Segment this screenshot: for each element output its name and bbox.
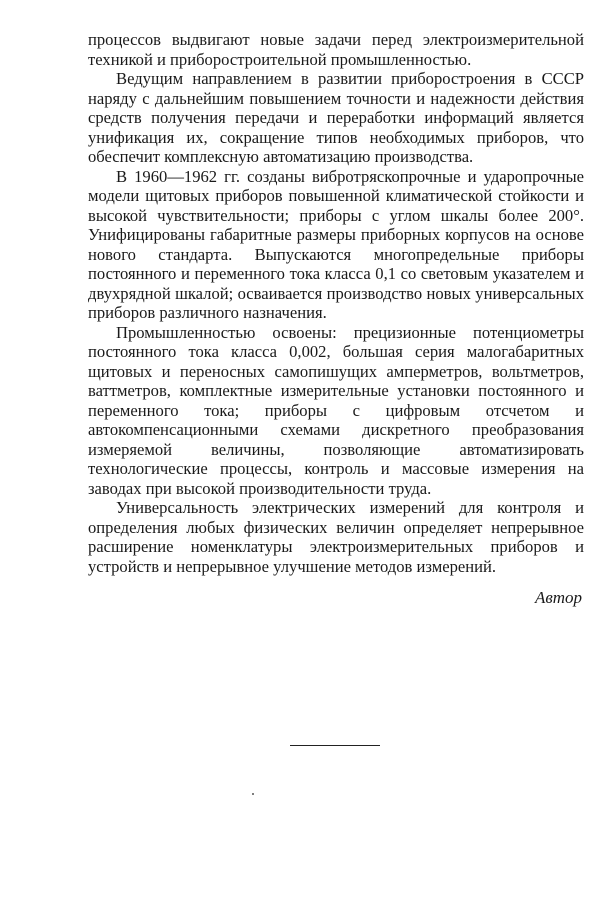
- paragraph-1960-1962: В 1960—1962 гг. созданы вибротряскопрочные и ударопрочные модели щитовых приборов повышенной климатической стойкости и высокой чувствительности; приборы с углом шкалы более 200°. Унифицированы габаритные размеры приборных корпусов на основе нового стандарта. Выпускаются многопредельные приборы постоянного и переменного тока класса 0,1 со световым указателем и двухрядной шкалой; осваивается производство новых универсальных приборов различного назначения.: [88, 166, 584, 322]
- paragraph-continuation: процессов выдвигают новые задачи перед электроизмерительной техникой и приборостроительной промышленностью.: [88, 30, 584, 69]
- author-signature: Автор: [534, 588, 582, 607]
- section-end-rule: [290, 745, 380, 746]
- page-body: [88, 30, 584, 608]
- paragraph-universality: Универсальность электрических измерений для контроля и определения любых физических величин определяет непрерывное расширение номенклатуры электроизмерительных приборов и устройств и непрерывное улучшение методов измерений.: [88, 498, 584, 576]
- paragraph-industry-mastered: Промышленностью освоены: прецизионные потенциометры постоянного тока класса 0,002, большая серия малогабаритных щитовых и переносных самопишущих амперметров, вольтметров, ваттметров, комплектные измерительные установки постоянного и переменного тока; приборы с цифровым отсчетом и автокомпенсационными схемами дискретного преобразования измеряемой величины, позволяющие автоматизировать технологические процессы, контроль и массовые измерения на заводах при высокой производительности труда.: [88, 322, 584, 498]
- paragraph-leading-direction: Ведущим направлением в развитии приборостроения в СССР наряду с дальнейшим повышением точности и надежности действия средств получения передачи и переработки информаций является унификация их, сокращение типов необходимых приборов, что обеспечит комплексную автоматизацию производства.: [88, 69, 584, 166]
- print-speck: [252, 793, 254, 795]
